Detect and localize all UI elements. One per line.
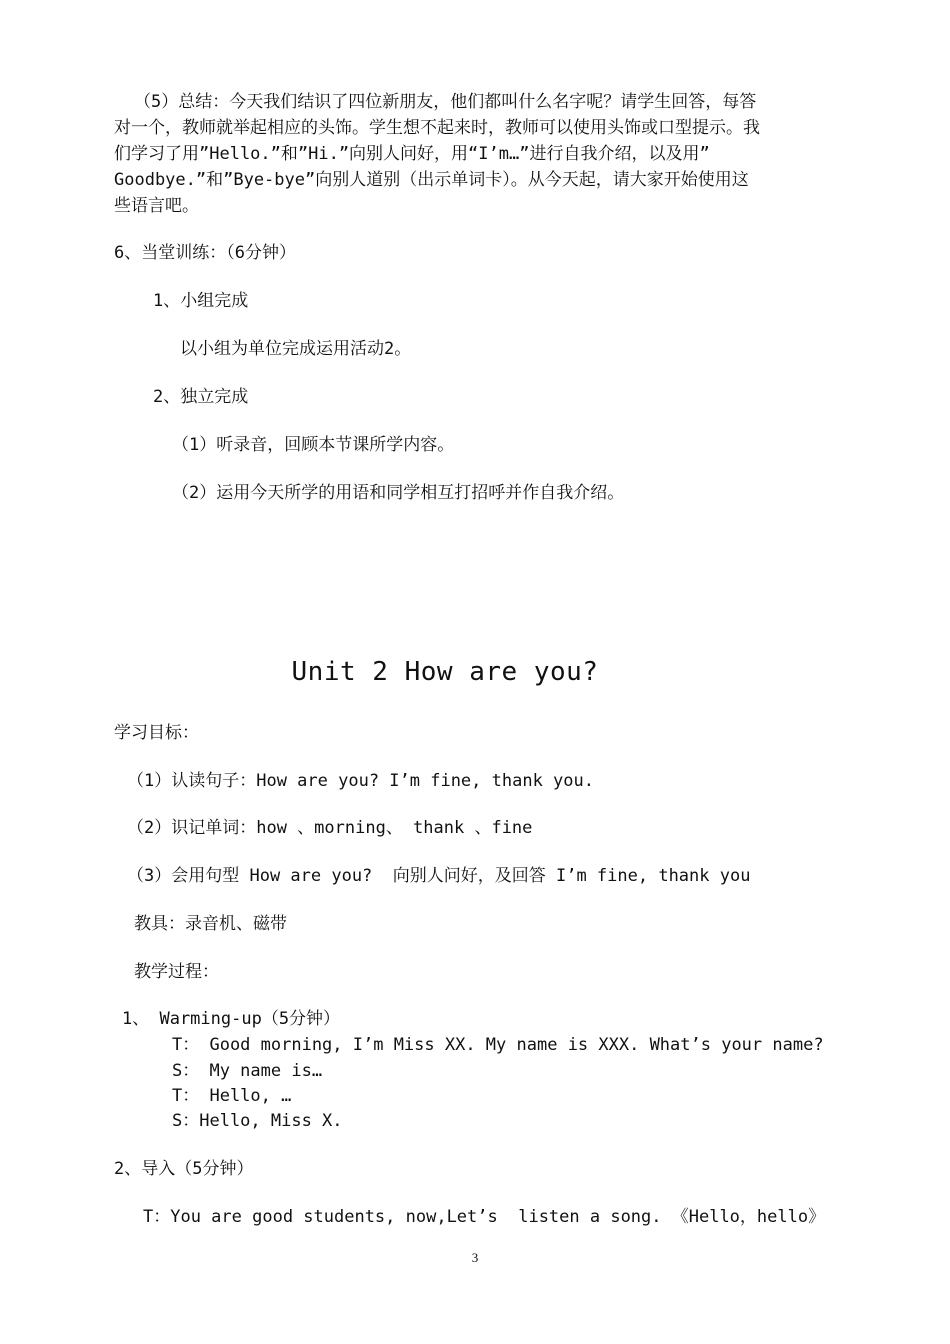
- dialogue-line: S：Hello, Miss X.: [172, 1111, 343, 1131]
- dialogue-line: T： Good morning, I’m Miss XX. My name is XXX. What’s your name?: [172, 1035, 824, 1055]
- dialogue-line: T： Hello, …: [172, 1086, 292, 1106]
- objective-item: （2）识记单词：how 、morning、 thank 、fine: [127, 818, 533, 838]
- objectives-heading: 学习目标：: [114, 723, 199, 743]
- teaching-aids: 教具：录音机、磁带: [134, 914, 287, 934]
- objective-item: （1）认读句子：How are you? I’m fine, thank you.: [127, 771, 594, 791]
- solo-item: （2）运用今天所学的用语和同学相互打招呼并作自我介绍。: [172, 483, 625, 503]
- group-heading: 1、小组完成: [153, 291, 249, 311]
- group-text: 以小组为单位完成运用活动2。: [180, 339, 412, 359]
- dialogue-line: T：You are good students, now,Let’s listen a song. 《Hello，hello》: [143, 1207, 826, 1227]
- summary-line: Goodbye.”和”Bye-bye”向别人道别（出示单词卡）。从今天起，请大家开始使用这: [114, 170, 749, 190]
- summary-line: 们学习了用”Hello.”和”Hi.”向别人问好，用“I’m…”进行自我介绍，以及用”: [114, 144, 710, 164]
- summary-line: 对一个，教师就举起相应的头饰。学生想不起来时，教师可以使用头饰或口型提示。我: [114, 118, 760, 138]
- objective-item: （3）会用句型 How are you? 向别人问好，及回答 I’m fine, thank you: [127, 866, 751, 886]
- unit-title: Unit 2 How are you?: [291, 657, 599, 687]
- practice-heading: 6、当堂训练：（6分钟）: [114, 243, 296, 263]
- intro-heading: 2、导入（5分钟）: [114, 1159, 254, 1179]
- dialogue-line: S： My name is…: [172, 1061, 323, 1081]
- summary-line: 些语言吧。: [114, 196, 199, 216]
- process-heading: 教学过程：: [134, 962, 219, 982]
- summary-line: （5）总结：今天我们结识了四位新朋友，他们都叫什么名字呢？请学生回答，每答: [134, 92, 757, 112]
- warmup-heading: 1、 Warming-up（5分钟）: [122, 1009, 341, 1029]
- page-number: 3: [471, 1250, 479, 1265]
- solo-heading: 2、独立完成: [153, 387, 249, 407]
- solo-item: （1）听录音，回顾本节课所学内容。: [172, 435, 455, 455]
